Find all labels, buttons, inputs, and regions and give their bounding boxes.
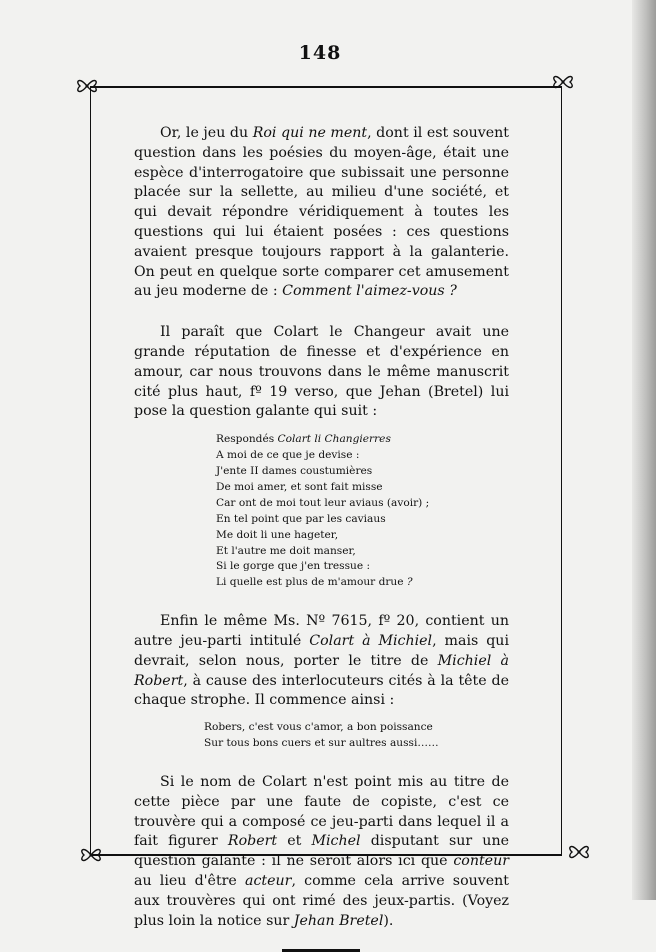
verse-line: Sur tous bons cuers et sur aultres aussi……	[204, 737, 439, 750]
verse-line: Car ont de moi tout leur aviaus (avoir) ;	[216, 496, 430, 509]
paragraph4-acteur-italic: acteur	[245, 873, 292, 889]
page-edge-shadow	[632, 0, 656, 900]
paragraph4-jehan-bretel-italic: Jehan Bretel	[293, 912, 384, 929]
paragraph4-text5: , comme cela arrive souvent aux trouvères qui ont rimé des jeux-partis. (Voyez plus loin la notice sur	[134, 873, 509, 929]
corner-ornament-bottom-right-icon	[566, 840, 592, 864]
paragraph1-text2: , dont il est souvent question dans les poésies du moyen-âge, était une espèce d'interrogatoire que subissait une personne placée sur la sellette, au milieu d'une société, et qui devait répondre véridiquement à toutes les questions qui lui étaient posées : ces questions avaient presque toujours rapport à la galanterie. On peut en quelque sorte comparer cet amusement au jeu moderne de :	[134, 125, 509, 300]
paragraph4-michel-italic: Michel	[311, 833, 361, 850]
paragraph-manuscript-7615	[134, 612, 509, 711]
paragraph4-text4: au lieu d'être	[134, 873, 246, 889]
paragraph3-text1: Enfin le même Ms. Nº 7615, fº 20, contient un autre jeu-parti intitulé	[134, 613, 509, 650]
paragraph4-robert-italic: Robert	[227, 833, 278, 850]
paragraph4-text2: et	[277, 833, 312, 850]
verse1-last-text: Li quelle est plus de m'amour drue	[216, 576, 407, 589]
paragraph1-title-italic: Roi qui ne ment	[252, 125, 368, 141]
paragraph-copyist-fault	[134, 773, 509, 931]
paragraph3-text2: , mais qui devrait, selon nous, porter le titre de	[134, 633, 509, 669]
paragraph1-text1: Or, le jeu du	[160, 125, 253, 141]
verse-line: Robers, c'est vous c'amor, a bon poissance	[204, 721, 433, 734]
verse-line: Me doit li une hageter,	[216, 528, 339, 541]
verse-line: Si le gorge que j'en tressue :	[216, 560, 371, 573]
page-number: 148	[298, 42, 342, 64]
verse-quotation-robers	[204, 720, 509, 752]
verse-line: De moi amer, et sont fait misse	[216, 480, 383, 493]
corner-ornament-top-left-icon	[74, 74, 100, 98]
paragraph4-text6: ).	[383, 912, 394, 929]
verse-line	[216, 575, 509, 591]
corner-ornament-bottom-left-icon	[78, 843, 104, 867]
verse-line	[216, 432, 509, 448]
paragraph-colart-reputation: Il paraît que Colart le Changeur avait une grande réputation de finesse et d'expérience en amour, car nous trouvons dans le même manuscrit cité plus haut, fº 19 verso, que Jehan (Bretel) lui pose la question galante qui suit :	[134, 324, 509, 420]
paragraph3-title1-italic: Colart à Michiel	[309, 633, 433, 650]
page-body	[134, 124, 509, 952]
verse-quotation-respondes	[216, 432, 509, 591]
verse-line: J'ente II dames coustumières	[216, 464, 373, 477]
verse1-line1-italic: Colart li Changierres	[277, 433, 391, 446]
paragraph4-text1: Si le nom de Colart n'est point mis au titre de cette pièce par une faute de copiste, c'est ce trouvère qui a composé ce jeu-parti dans lequel il a fait figurer	[134, 774, 509, 850]
paragraph3-title2-italic: Michiel à Robert	[134, 652, 509, 689]
paragraph-roi-qui-ne-ment	[134, 124, 509, 302]
corner-ornament-top-right-icon	[550, 70, 576, 94]
verse1-line1-text: Respondés	[216, 433, 278, 446]
verse1-last-italic: ?	[406, 576, 413, 589]
paragraph4-text3: disputant sur une question galante : il ne seroit alors ici que	[134, 833, 509, 870]
paragraph1-game-italic: Comment l'aimez-vous ?	[282, 283, 457, 300]
paragraph4-conteur-italic: conteur	[453, 853, 509, 870]
verse-line: A moi de ce que je devise :	[216, 449, 360, 462]
verse-line: Et l'autre me doit manser,	[216, 544, 356, 557]
verse-line: En tel point que par les caviaus	[216, 512, 386, 525]
paragraph3-text3: , à cause des interlocuteurs cités à la tête de chaque strophe. Il commence ainsi :	[134, 672, 509, 709]
